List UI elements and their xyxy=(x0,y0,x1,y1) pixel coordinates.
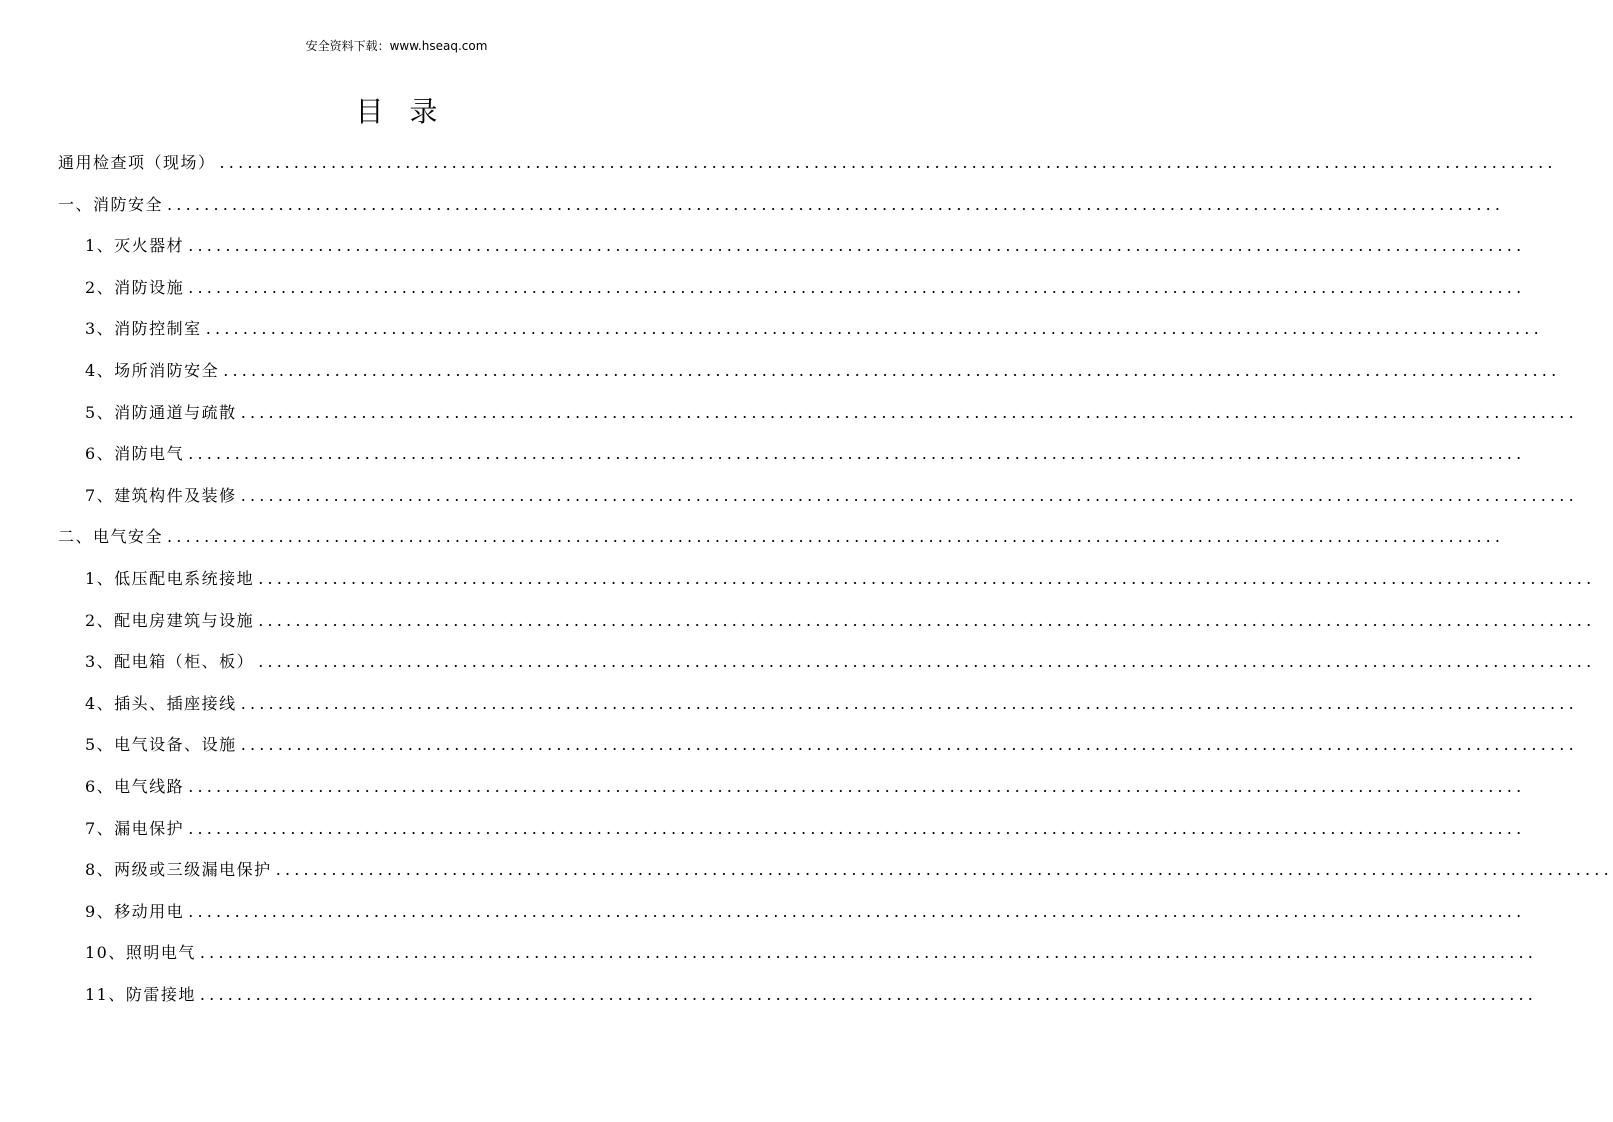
toc-entry-label: 3、消防控制室 xyxy=(85,319,202,339)
toc-entry[interactable] xyxy=(85,476,1578,516)
toc-entry[interactable] xyxy=(85,559,1596,599)
toc-entry-label: 9、移动用电 xyxy=(85,901,185,921)
toc-entry-label: 2、配电房建筑与设施 xyxy=(85,610,255,630)
toc-leader-dots: ................................................................................................................................................ xyxy=(240,693,1578,713)
toc-entry[interactable] xyxy=(85,351,1561,391)
toc-entry[interactable] xyxy=(85,434,1526,474)
toc-leader-dots: ................................................................................................................................................ xyxy=(240,735,1578,755)
toc-entry[interactable] xyxy=(85,684,1578,724)
toc-leader-dots: ................................................................................................................................................ xyxy=(219,153,1557,172)
toc-leader-dots: ................................................................................................................................................ xyxy=(188,777,1526,796)
toc-entry-label: 3、配电箱（柜、板） xyxy=(85,652,255,672)
toc-entry-label: 5、消防通道与疏散 xyxy=(85,402,237,422)
toc-entry-label: 7、建筑构件及装修 xyxy=(85,485,237,505)
toc-leader-dots: ................................................................................................................................................ xyxy=(188,277,1526,297)
toc-leader-dots: ................................................................................................................................................ xyxy=(188,901,1526,921)
page-header: 安全资料下载：www.hseaq.com xyxy=(305,39,488,53)
toc-entry[interactable] xyxy=(85,850,1613,890)
toc-entry[interactable] xyxy=(85,642,1596,682)
toc-entry-label: 1、低压配电系统接地 xyxy=(85,569,255,588)
toc-leader-dots: ................................................................................................................................................ xyxy=(258,569,1596,588)
toc-entry[interactable] xyxy=(58,517,1505,557)
toc-leader-dots: ................................................................................................................................................ xyxy=(258,610,1596,630)
toc-entry[interactable] xyxy=(85,725,1578,765)
toc-leader-dots: ................................................................................................................................................ xyxy=(240,402,1578,422)
toc-entry[interactable] xyxy=(85,975,1538,1015)
toc-leader-dots: ................................................................................................................................................ xyxy=(240,485,1578,505)
toc-leader-dots: ................................................................................................................................................ xyxy=(258,652,1596,672)
toc-leader-dots: ................................................................................................................................................ xyxy=(205,319,1543,339)
toc-entry-label: 1、灭火器材 xyxy=(85,236,185,256)
toc-entry[interactable] xyxy=(58,143,1557,183)
toc-entry[interactable] xyxy=(85,933,1538,973)
toc-leader-dots: ................................................................................................................................................ xyxy=(223,361,1561,380)
toc-entry-label: 4、场所消防安全 xyxy=(85,361,220,380)
toc-entry-label: 二、电气安全 xyxy=(58,527,164,547)
toc-entry[interactable] xyxy=(85,601,1596,641)
toc-entry-label: 8、两级或三级漏电保护 xyxy=(85,860,272,880)
toc-leader-dots: ................................................................................................................................................ xyxy=(188,818,1526,838)
toc-entry[interactable] xyxy=(85,393,1578,433)
toc-leader-dots: ................................................................................................................................................ xyxy=(188,444,1526,464)
toc-entry-label: 通用检查项（现场） xyxy=(58,153,216,172)
toc-entry[interactable] xyxy=(85,226,1526,266)
toc-leader-dots: ................................................................................................................................................ xyxy=(199,985,1538,1004)
toc-entry-label: 6、消防电气 xyxy=(85,444,185,464)
toc-leader-dots: ................................................................................................................................................ xyxy=(275,860,1613,880)
toc-entry[interactable] xyxy=(85,892,1526,932)
toc-entry[interactable] xyxy=(85,809,1526,849)
toc-entry[interactable] xyxy=(58,185,1505,225)
toc-entry-label: 4、插头、插座接线 xyxy=(85,693,237,713)
toc-entry-label: 5、电气设备、设施 xyxy=(85,735,237,755)
toc-entry-label: 11、防雷接地 xyxy=(85,985,196,1004)
toc-entry-label: 6、电气线路 xyxy=(85,777,185,796)
toc-entry-label: 7、漏电保护 xyxy=(85,818,185,838)
toc-entry[interactable] xyxy=(85,268,1526,308)
toc-leader-dots: ................................................................................................................................................ xyxy=(199,943,1538,963)
toc-entry[interactable] xyxy=(85,309,1543,349)
toc-entry-label: 10、照明电气 xyxy=(85,943,196,963)
page-title: 目录 xyxy=(355,95,464,128)
toc-leader-dots: ................................................................................................................................................ xyxy=(188,236,1526,256)
toc-leader-dots: ................................................................................................................................................ xyxy=(167,194,1505,214)
toc-entry-label: 2、消防设施 xyxy=(85,277,185,297)
toc-leader-dots: ................................................................................................................................................ xyxy=(167,527,1505,547)
toc-entry[interactable] xyxy=(85,767,1526,807)
toc-entry-label: 一、消防安全 xyxy=(58,194,164,214)
